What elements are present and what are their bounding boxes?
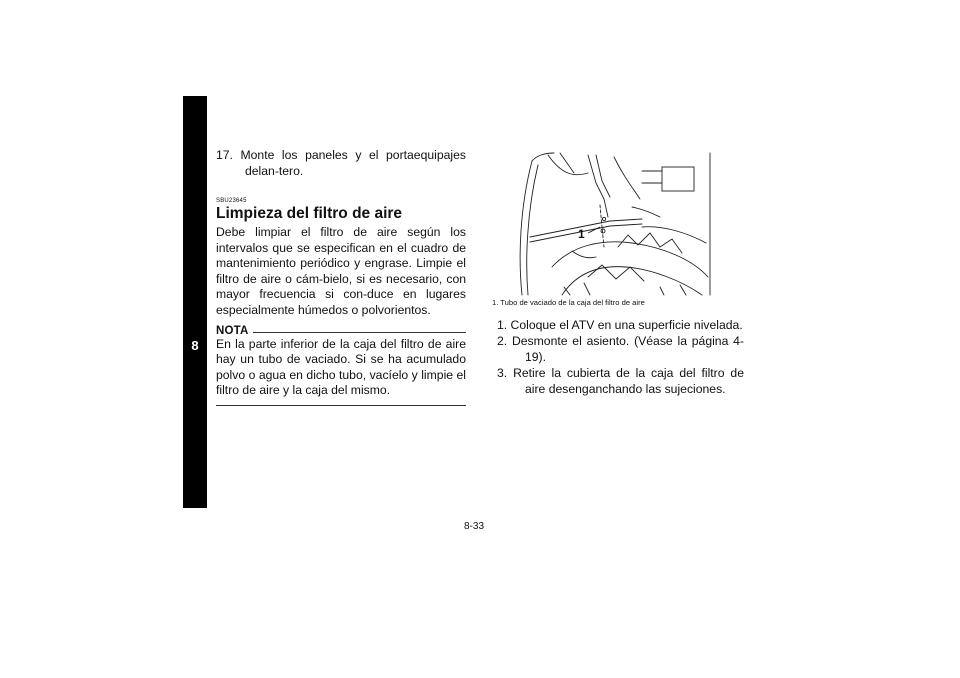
page-number: 8-33	[464, 521, 485, 532]
section-heading: Limpieza del filtro de aire	[216, 205, 403, 222]
section-code: SBU23645	[216, 198, 247, 204]
step-17: 17. Monte los paneles y el portaequipajes delan-tero.	[216, 148, 466, 178]
air-filter-illustration	[492, 147, 742, 297]
callout-number: 1	[578, 227, 585, 241]
illustration-drawing	[492, 147, 742, 297]
nota-header	[216, 325, 466, 337]
step-3: 3. Retire la cubierta de la caja del filtro de aire desenganchando las sujeciones.	[497, 366, 744, 396]
left-column	[216, 147, 466, 406]
nota-label: NOTA	[216, 324, 249, 337]
intro-paragraph: Debe limpiar el filtro de aire según los intervalos que se especifican en el cuadro de mantenimiento periódico y engrase. Limpie el filtro de aire o cám-bielo, si es necesario, con mayor frecuencia si con-duce en lugares especialmente húmedos o polvorientos.	[216, 225, 466, 317]
step-1: 1. Coloque el ATV en una superficie nivelada.	[497, 318, 743, 332]
chapter-tab	[183, 96, 207, 508]
right-column	[497, 317, 744, 397]
chapter-number: 8	[191, 338, 199, 353]
nota-end-rule	[216, 405, 466, 406]
step-2: 2. Desmonte el asiento. (Véase la página 4-19).	[497, 334, 744, 364]
nota-text: En la parte inferior de la caja del filtro de aire hay un tubo de vaciado. Si se ha acumulado polvo o agua en dicho tubo, vacíelo y limpie el filtro de aire y la caja del mismo.	[216, 336, 466, 398]
nota-divider	[253, 332, 466, 333]
figure-caption: 1. Tubo de vaciado de la caja del filtro de aire	[492, 298, 645, 307]
